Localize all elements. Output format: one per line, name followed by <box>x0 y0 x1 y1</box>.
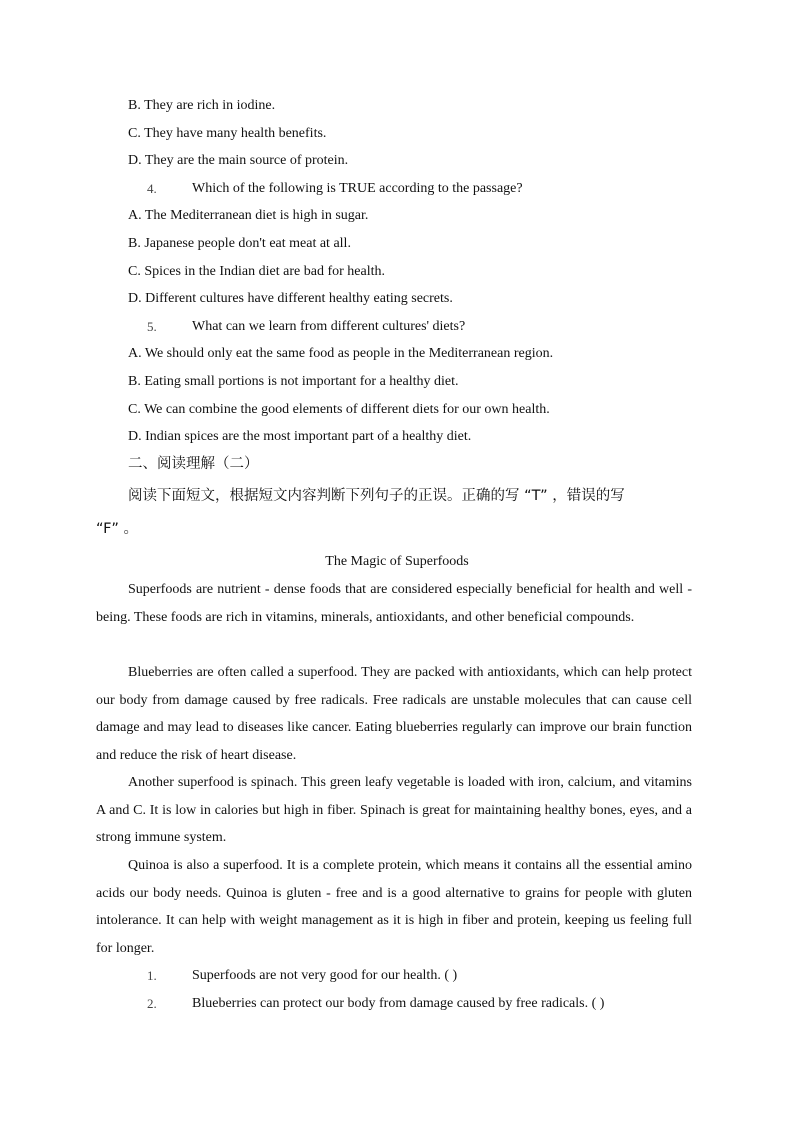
q4-stem: Which of the following is TRUE according to the passage? <box>192 181 523 196</box>
q4-option-b: B. Japanese people don't eat meat at all. <box>128 236 351 251</box>
q5-option-c: C. We can combine the good elements of different diets for our own health. <box>128 402 550 417</box>
tf-item-1-number: 1. <box>147 968 157 983</box>
tf-item-1-text: Superfoods are not very good for our health. ( ) <box>192 968 458 983</box>
passage-title: The Magic of Superfoods <box>325 554 469 569</box>
q4-option-d: D. Different cultures have different healthy eating secrets. <box>128 291 453 306</box>
q3-option-c: C. They have many health benefits. <box>128 126 327 141</box>
tf-item-2-text: Blueberries can protect our body from damage caused by free radicals. ( ) <box>192 996 605 1011</box>
passage-paragraph-4: Quinoa is also a superfood. It is a complete protein, which means it contains all the essential amino acids our body needs. Quinoa is gluten - free and is a good alternative to grains for people with gluten intolerance. It can help with weight management as it is high in fiber and protein, keeping us feeling full for longer. <box>96 858 692 956</box>
q3-option-d: D. They are the main source of protein. <box>128 153 349 168</box>
q4-option-a: A. The Mediterranean diet is high in sugar. <box>128 208 369 223</box>
q5-option-d: D. Indian spices are the most important part of a healthy diet. <box>128 429 472 444</box>
q3-option-b: B. They are rich in iodine. <box>128 98 276 113</box>
tf-item-2-number: 2. <box>147 996 157 1011</box>
passage-paragraph-2: Blueberries are often called a superfood. They are packed with antioxidants, which can help protect our body from damage caused by free radicals. Free radicals are unstable molecules that can cause cell damage and may lead to diseases like cancer. Eating blueberries regularly can improve our brain function and reduce the risk of heart disease. <box>96 665 692 763</box>
passage-paragraph-3: Another superfood is spinach. This green leafy vegetable is loaded with iron, calcium, and vitamins A and C. It is low in calories but high in fiber. Spinach is great for maintaining healthy bones, eyes, and a strong immune system. <box>96 775 692 846</box>
q4-option-c: C. Spices in the Indian diet are bad for health. <box>128 264 385 279</box>
q5-option-b: B. Eating small portions is not important for a healthy diet. <box>128 374 459 389</box>
instruction-line-1: 阅读下面短文，根据短文内容判断下列句子的正误。正确的写 “T” ，错误的写 <box>128 488 625 504</box>
instruction-line-2: “F” 。 <box>96 521 139 537</box>
q4-number: 4. <box>147 181 157 196</box>
section-heading: 二、阅读理解（二） <box>128 456 259 472</box>
q5-option-a: A. We should only eat the same food as people in the Mediterranean region. <box>128 346 554 361</box>
passage-paragraph-1: Superfoods are nutrient - dense foods that are considered especially beneficial for health and well - being. These foods are rich in vitamins, minerals, antioxidants, and other beneficial compounds. <box>96 582 692 625</box>
q5-number: 5. <box>147 319 157 334</box>
q5-stem: What can we learn from different cultures' diets? <box>192 319 466 334</box>
